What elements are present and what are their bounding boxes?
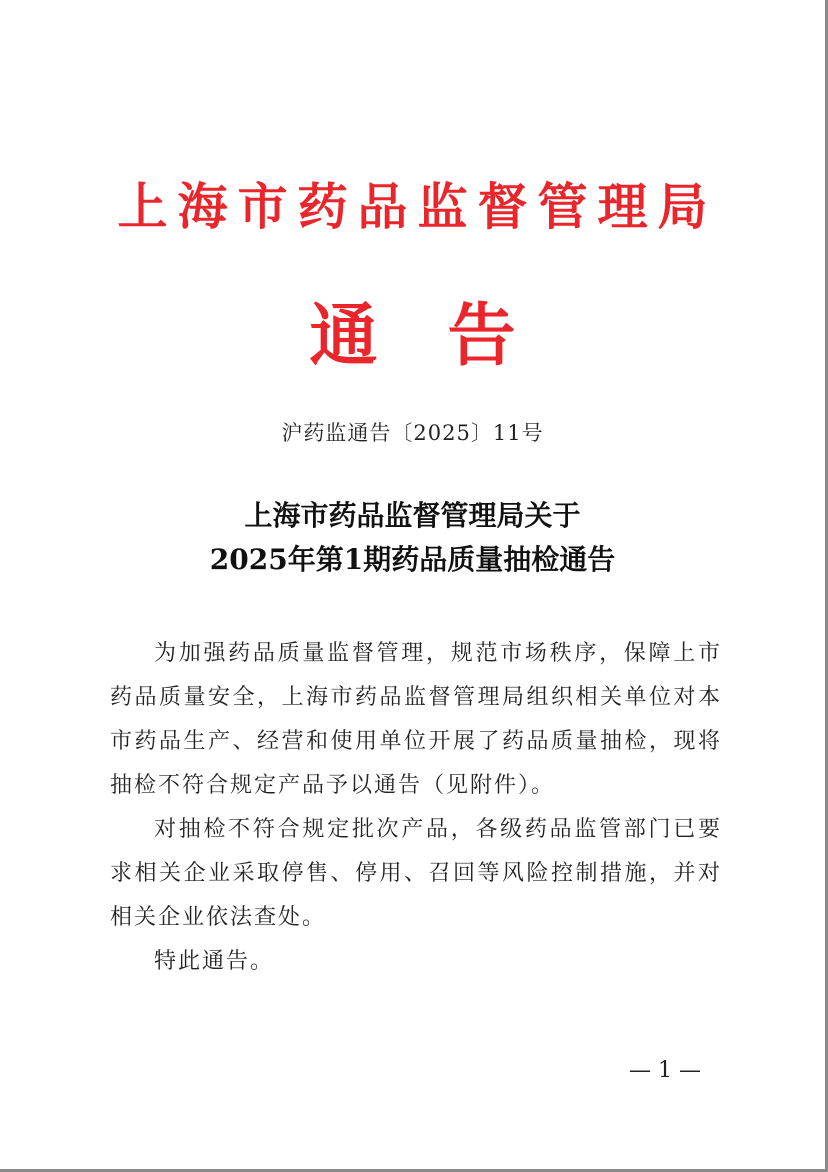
page-number: — 1 —	[629, 1058, 701, 1083]
body-paragraph-2: 对抽检不符合规定批次产品，各级药品监管部门已要求相关企业采取停售、停用、召回等风险控制措施，并对相关企业依法查处。	[110, 817, 722, 930]
document-heading-line-1: 上海市药品监督管理局关于	[244, 499, 581, 532]
document-number: 沪药监通告〔2025〕11号	[281, 421, 544, 445]
document-type-title: 通告	[309, 296, 586, 376]
closing-paragraph: 特此通告。	[154, 949, 275, 974]
agency-header: 上海市药品监督管理局	[117, 177, 718, 236]
body-paragraph-1: 为加强药品质量监督管理，规范市场秩序，保障上市药品质量安全，上海市药品监督管理局组织相关单位对本市药品生产、经营和使用单位开展了药品质量抽检，现将抽检不符合规定产品予以通告（见附件）。	[110, 641, 722, 798]
document-heading-line-2: 2025年第1期药品质量抽检通告	[209, 543, 616, 576]
